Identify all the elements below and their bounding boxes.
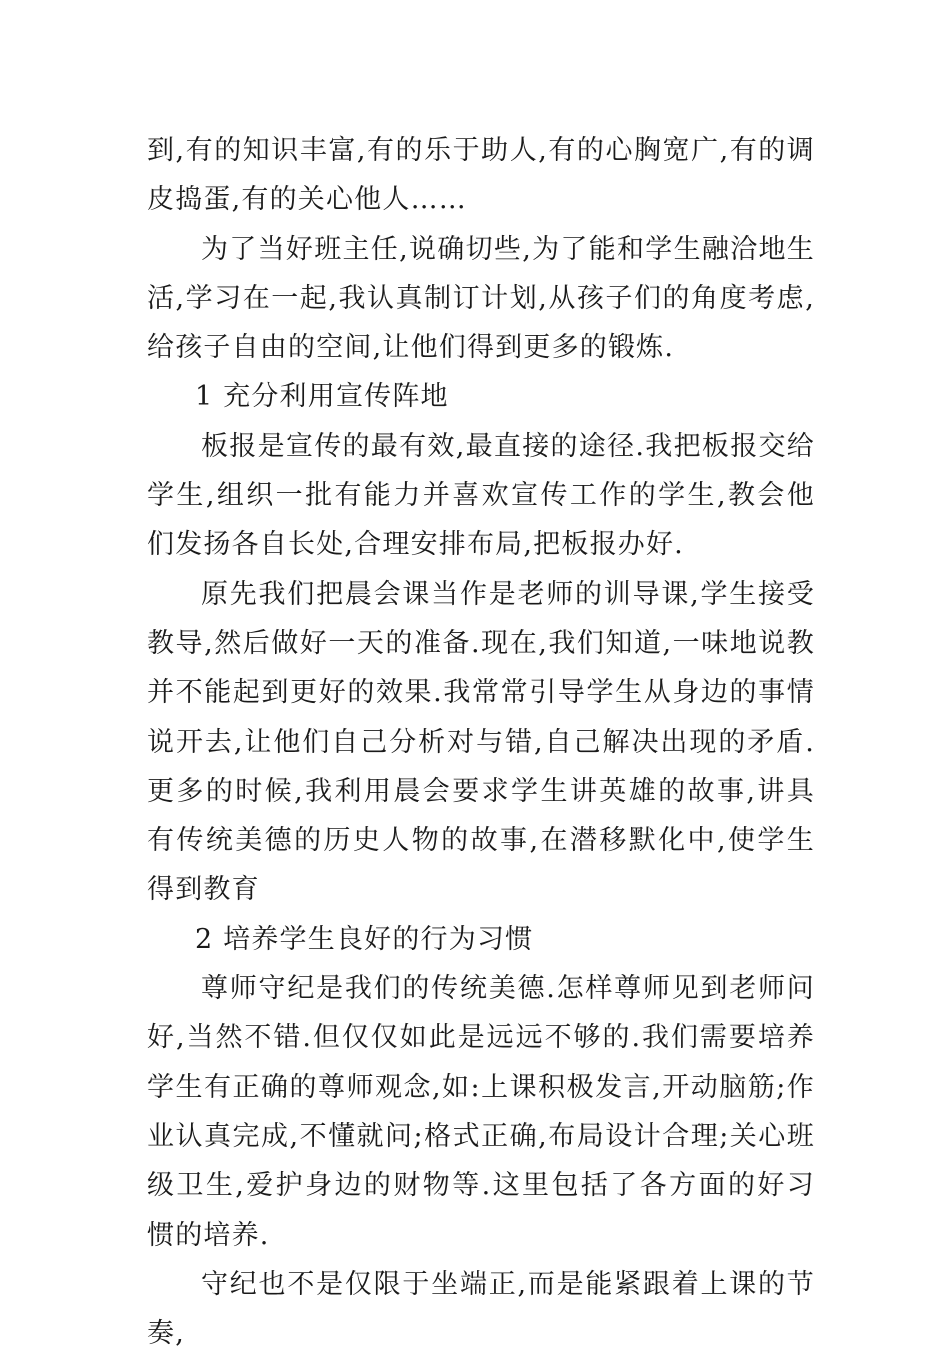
paragraph: 为了当好班主任,说确切些,为了能和学生融洽地生活,学习在一起,我认真制订计划,从孩子们的角度考虑,给孩子自由的空间,让他们得到更多的锻炼. — [147, 233, 815, 364]
document-body — [147, 126, 815, 1358]
paragraph: 原先我们把晨会课当作是老师的训导课,学生接受教导,然后做好一天的准备.现在,我们知道,一味地说教并不能起到更好的效果.我常常引导学生从身边的事情说开去,让他们自己分析对与错,自己解决出现的矛盾.更多的时候,我利用晨会要求学生讲英雄的故事,讲具有传统美德的历史人物的故事,在潜移默化中,使学生得到教育 — [147, 578, 815, 906]
paragraph: 板报是宣传的最有效,最直接的途径.我把板报交给学生,组织一批有能力并喜欢宣传工作的学生,教会他们发扬各自长处,合理安排布局,把板报办好. — [147, 430, 815, 561]
section-heading: 1 充分利用宣传阵地 — [195, 381, 449, 413]
section-heading: 2 培养学生良好的行为习惯 — [195, 923, 534, 955]
paragraph: 尊师守纪是我们的传统美德.怎样尊师见到老师问好,当然不错.但仅仅如此是远远不够的.我们需要培养学生有正确的尊师观念,如:上课积极发言,开动脑筋;作业认真完成,不懂就问;格式正确,布局设计合理;关心班级卫生,爱护身边的财物等.这里包括了各方面的好习惯的培养. — [147, 973, 815, 1251]
paragraph-continued: 到,有的知识丰富,有的乐于助人,有的心胸宽广,有的调皮捣蛋,有的关心他人…… — [147, 135, 815, 216]
paragraph: 守纪也不是仅限于坐端正,而是能紧跟着上课的节奏, — [147, 1268, 815, 1350]
